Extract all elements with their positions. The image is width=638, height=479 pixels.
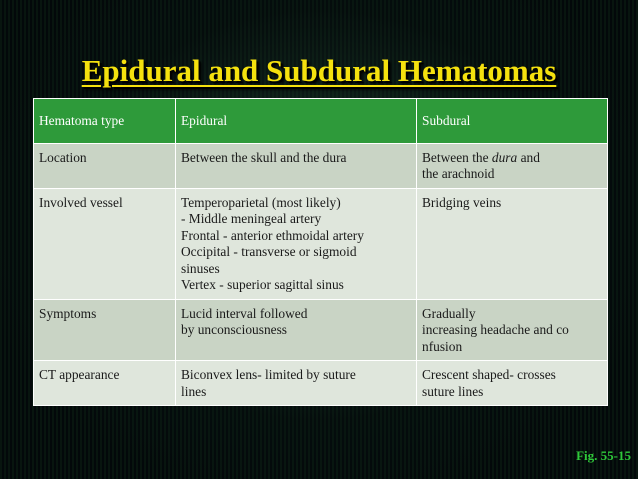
- cell-type: CT appearance: [34, 361, 176, 406]
- slide-title-text: Epidural and Subdural Hematomas: [81, 53, 557, 88]
- cell-epidural: Between the skull and the dura: [176, 143, 417, 188]
- cell-epidural: Biconvex lens- limited by suture lines: [176, 361, 417, 406]
- figure-label: Fig. 55-15: [576, 448, 631, 463]
- cell-epidural: Lucid interval followed by unconsciousness: [176, 299, 417, 361]
- table-row-location: [34, 143, 608, 188]
- table-row-ct-appearance: [34, 361, 608, 406]
- cell-subdural-suffix: and the arachnoid: [422, 149, 540, 181]
- table-header-row: [34, 99, 608, 144]
- cell-subdural: Crescent shaped- crosses suture lines: [417, 361, 608, 406]
- cell-type: Involved vessel: [34, 188, 176, 299]
- cell-type: Symptoms: [34, 299, 176, 361]
- slide-title: [0, 52, 638, 90]
- header-hematoma-type: Hematoma type: [34, 99, 176, 144]
- hematoma-comparison-table: [33, 98, 608, 406]
- cell-type: Location: [34, 143, 176, 188]
- header-subdural: Subdural: [417, 99, 608, 144]
- header-epidural: Epidural: [176, 99, 417, 144]
- cell-epidural: Temperoparietal (most likely) - Middle meningeal artery Frontal - anterior ethmoidal artery Occipital - transverse or sigmoid sinuses Vertex - superior sagittal sinus: [176, 188, 417, 299]
- cell-subdural-prefix: Between the: [422, 149, 492, 165]
- table-row-involved-vessel: [34, 188, 608, 299]
- cell-subdural: [417, 143, 608, 188]
- cell-subdural: Gradually increasing headache and co nfusion: [417, 299, 608, 361]
- table-row-symptoms: [34, 299, 608, 361]
- cell-subdural: Bridging veins: [417, 188, 608, 299]
- cell-subdural-emphasis: dura: [491, 149, 518, 165]
